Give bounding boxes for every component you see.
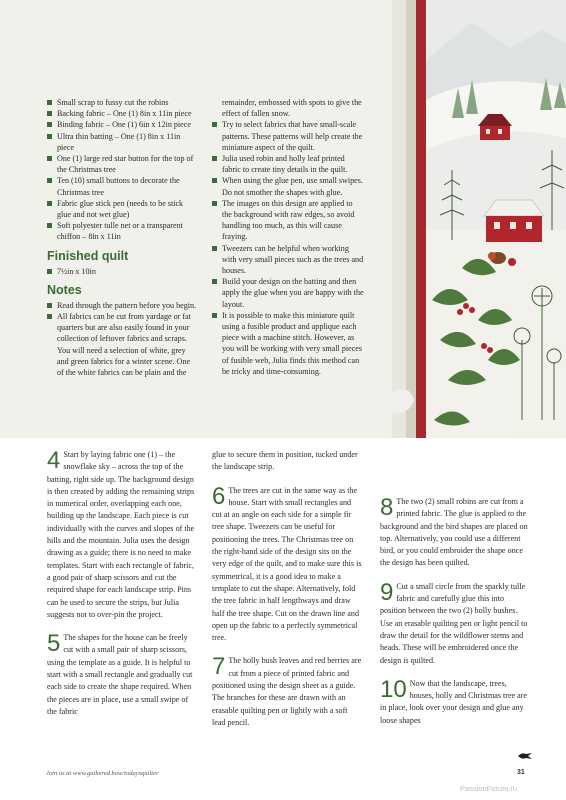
step-7 bbox=[212, 655, 362, 729]
note-continuation: remainder, embossed with spots to give the effect of fallen snow. bbox=[222, 98, 362, 119]
finished-size: 7½in x 10in bbox=[47, 266, 197, 277]
note-item: Build your design on the batting and then apply the glue when you are happy with the layout. bbox=[212, 276, 364, 310]
step-text: Cut a small circle from the sparkly tulle fabric and carefully glue this into position between the two (2) holly bushes. Use an erasable quilting pen or light pencil to draw the detail for the wildflower stems and heads. These will be embroidered once the design is quilted. bbox=[380, 581, 528, 665]
watermark: PassionForum.ru bbox=[460, 784, 518, 793]
note-item: Julia used robin and holly leaf printed fabric to create tiny details in the quilt. bbox=[212, 153, 364, 175]
note-item: Read through the pattern before you begin. bbox=[47, 300, 197, 311]
step-number: 7 bbox=[212, 653, 226, 681]
step-number: 8 bbox=[380, 494, 394, 521]
step-text: The holly bush leaves and red berries are cut from a piece of printed fabric and positioned using the design sheet as a guide. The branches for these are drawn with an erasable quilting pen or lightly with a soft lead pencil. bbox=[212, 656, 362, 727]
finished-quilt-heading: Finished quilt bbox=[47, 248, 129, 263]
step-number: 5 bbox=[47, 630, 61, 658]
step-6 bbox=[212, 482, 362, 645]
page-number: 31 bbox=[517, 769, 525, 776]
quilt-illustration bbox=[392, 0, 566, 438]
red-house-large bbox=[484, 200, 544, 242]
step-number: 10 bbox=[380, 675, 407, 703]
step-5 bbox=[47, 632, 197, 718]
materials-item: Fabric glue stick pen (needs to be stick glue and not wet glue) bbox=[47, 198, 197, 220]
steps-column-3 bbox=[380, 496, 530, 727]
note-item: Tweezers can be helpful when working with very small pieces such as the trees and houses. bbox=[212, 243, 364, 277]
step-text: Start by laying fabric one (1) – the snowflake sky – across the top of the batting, right side up. The background design is then created by adding the remaining strips in numerical order, overlapping each one, building up the landscape. Each piece is cut individually with the curves and slopes of the hills and the mountain. Julia uses the design drawing as a guide; there is no need to make templates. Start with each rectangle of fabric, a good pair of sharp scissors and cut the required shape for each landscape strip. Pins can be used to secure the strips, but Julia suggests not to over-pin the project. bbox=[47, 450, 195, 619]
notes-heading: Notes bbox=[47, 282, 82, 297]
note-item: The images on this design are applied to the background with raw edges, so avoid handling too much, as this will cause fraying. bbox=[212, 198, 364, 243]
step-text: The shapes for the house can be freely cut with a small pair of sharp scissors, using the template as a guide. It is helpful to start with a small rectangle and gradually cut each side to create the shape required. When the pieces are in place, use a small swipe of the fabric bbox=[47, 633, 193, 716]
materials-item: Soft polyester tulle net or a transparent chiffon – 8in x 11in bbox=[47, 220, 197, 242]
step-text: The trees are cut in the same way as the house. Start with small rectangles and cut at an angle on each side for a simple fir tree shape. Tweezers can be useful for positioning the trees. The Christmas tree on the right-hand side of the design sits on the very edge of the quilt, and to make sure this is symmetrical, it is a good idea to make a template to cut the shape. Alternatively, fold the tree fabric in half lengthways and draw half the tree shape. Cut on the drawn line and open up the fabric to a perfectly symmetrical tree. bbox=[212, 485, 362, 643]
notes-column-2 bbox=[212, 97, 364, 377]
end-mark-icon bbox=[518, 752, 532, 760]
step-4 bbox=[47, 449, 197, 621]
steps-column-1 bbox=[47, 449, 197, 718]
note-item: It is possible to make this miniature quilt using a fusible product and applique each piece with a machine stitch. However, as you will be working with very small pieces of fusible web, Julia finds this method can be tricky and time-consuming. bbox=[212, 310, 364, 377]
note-item: When using the glue pen, use small swipes. Do not smother the shapes with glue. bbox=[212, 175, 364, 197]
quilt-photo bbox=[392, 0, 566, 438]
step-10 bbox=[380, 675, 530, 727]
note-item: Try to select fabrics that have small-scale patterns. These patterns will help create the miniature aspect of the quilt. bbox=[212, 119, 364, 153]
materials-item: Small scrap to fussy cut the robins bbox=[47, 97, 197, 108]
step-number: 9 bbox=[380, 578, 394, 606]
materials-column-1 bbox=[47, 97, 197, 378]
materials-item: One (1) large red star button for the top of the Christmas tree bbox=[47, 153, 197, 175]
footer-website: Join us at www.gathered.how/todaysquilter bbox=[46, 770, 159, 777]
materials-item: Backing fabric – One (1) 8in x 11in piece bbox=[47, 108, 197, 119]
step-5-continuation: glue to secure them in position, tucked under the landscape strip. bbox=[212, 450, 358, 472]
step-text: Now that the landscape, trees, houses, holly and Christmas tree are in place, look over your design and glue any loose shapes bbox=[380, 678, 528, 725]
step-9 bbox=[380, 578, 530, 667]
materials-item: Ten (10) small buttons to decorate the Christmas tree bbox=[47, 175, 197, 197]
materials-item: Binding fabric – One (1) 6in x 12in piece bbox=[47, 119, 197, 130]
steps-column-2 bbox=[212, 449, 362, 729]
step-number: 4 bbox=[47, 447, 61, 474]
note-item: All fabrics can be cut from yardage or fat quarters but are also easily found in your collection of leftover fabrics and scraps. You will need a selection of white, grey and green fabrics for a winter scene. One of the white fabrics can be plain and the bbox=[47, 311, 197, 378]
materials-item: Ultra thin batting – One (1) 8in x 11in piece bbox=[47, 131, 197, 153]
step-text: The two (2) small robins are cut from a printed fabric. The glue is applied to the background and the bird shapes are placed on top. Alternatively, you could use a different bird, or you could embroider the shape once the design has been quilted. bbox=[380, 497, 528, 568]
step-number: 6 bbox=[212, 482, 226, 510]
step-8 bbox=[380, 496, 530, 570]
